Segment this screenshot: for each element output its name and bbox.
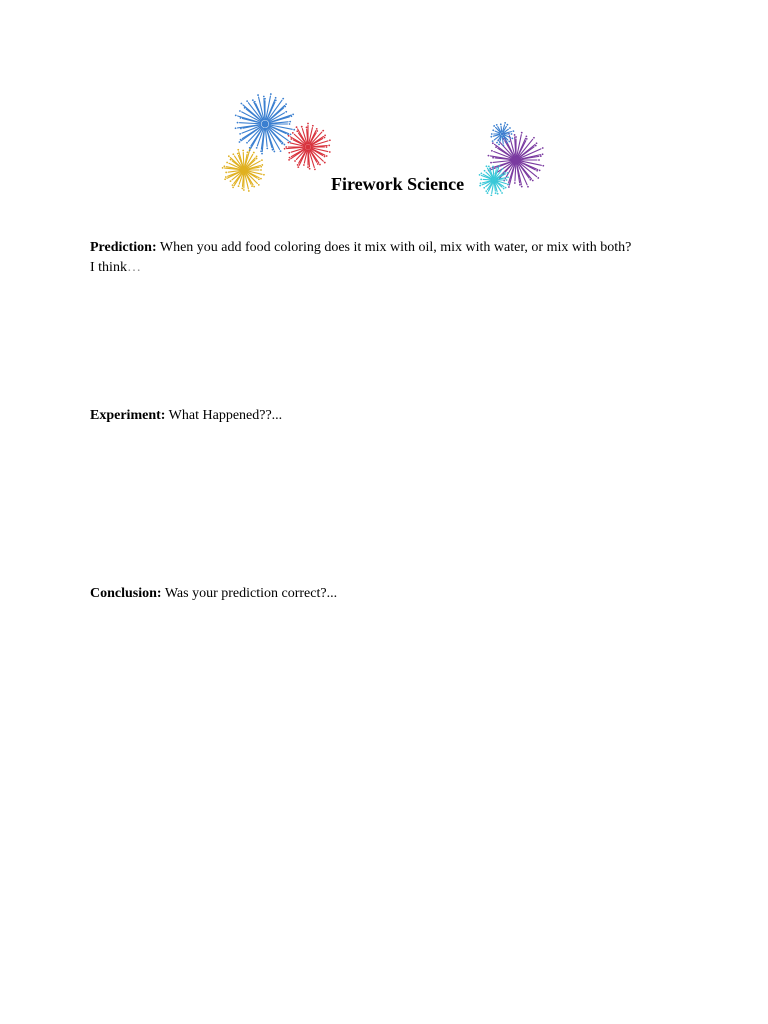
i-think-text: I think xyxy=(90,260,127,275)
experiment-prompt: What Happened??... xyxy=(165,408,283,423)
yellow-firework-icon xyxy=(222,148,265,191)
conclusion-section xyxy=(90,584,690,604)
i-think-ellipsis: … xyxy=(126,260,142,275)
prediction-question: When you add food coloring does it mix with oil, mix with water, or mix with both? xyxy=(156,240,632,255)
prediction-label: Prediction: xyxy=(90,240,157,255)
conclusion-label: Conclusion: xyxy=(90,586,162,601)
small-firework-icon xyxy=(490,122,514,146)
prediction-section xyxy=(90,238,690,278)
page-title: Firework Science xyxy=(331,174,465,194)
experiment-section xyxy=(90,406,690,426)
fireworks-left-icon xyxy=(220,92,335,196)
blue-firework-icon xyxy=(235,93,295,154)
red-firework-icon xyxy=(284,123,331,171)
prediction-answer-prompt xyxy=(90,258,690,278)
fireworks-right-icon xyxy=(478,122,548,196)
experiment-label: Experiment: xyxy=(90,408,166,423)
conclusion-prompt: Was your prediction correct?... xyxy=(161,586,338,601)
